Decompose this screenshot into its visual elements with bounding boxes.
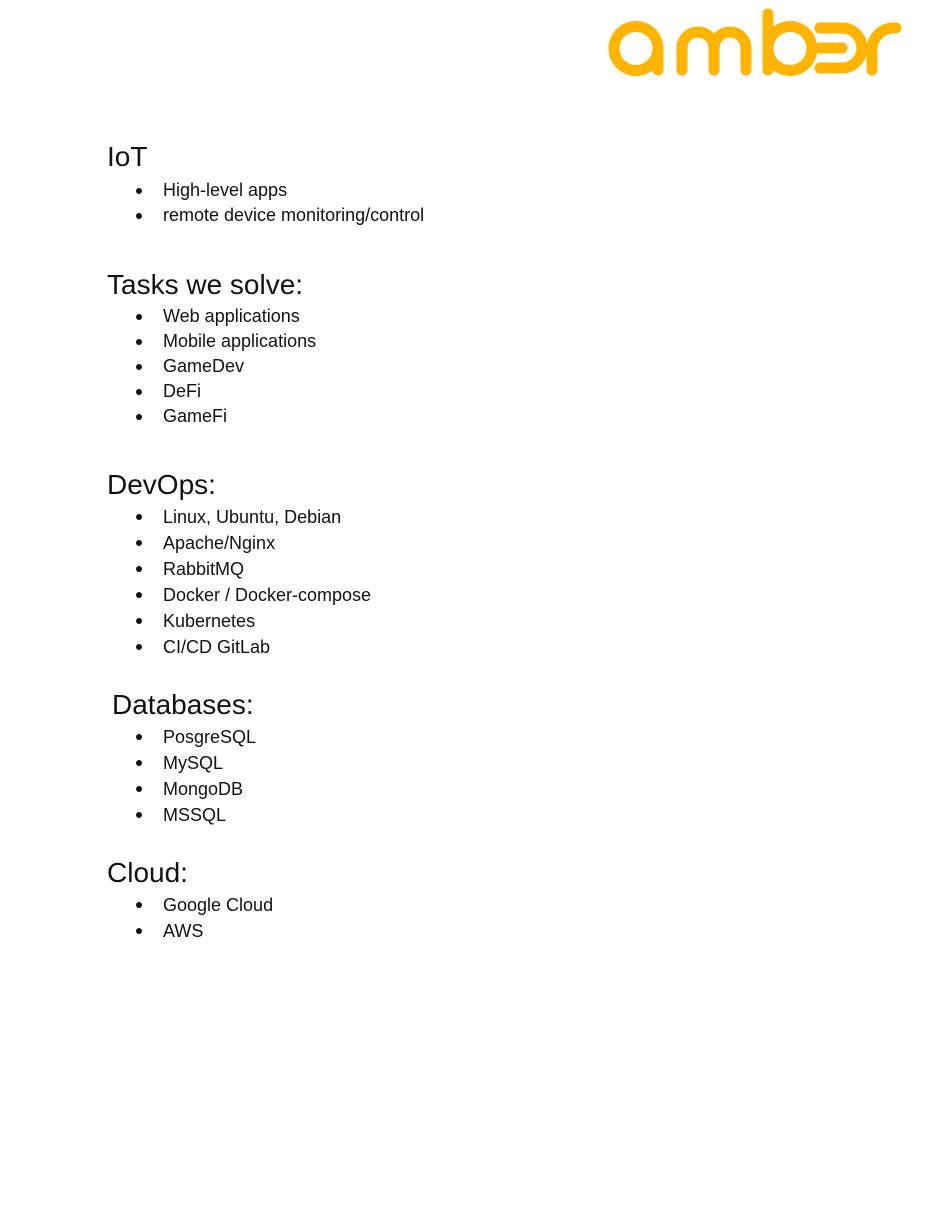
list-item xyxy=(107,892,273,918)
bullet-icon xyxy=(136,618,142,624)
section-databases xyxy=(112,689,256,828)
bullet-icon xyxy=(136,786,142,792)
section-tasks xyxy=(107,269,316,429)
bullet-icon xyxy=(136,339,142,345)
section-title: Databases: xyxy=(112,689,254,720)
list-item xyxy=(107,379,316,404)
bullet-icon xyxy=(136,644,142,650)
list-item xyxy=(107,556,371,582)
list-item-text: Docker / Docker-compose xyxy=(163,585,372,605)
list-item xyxy=(107,724,256,750)
list-item-text: High-level apps xyxy=(163,180,288,200)
bullet-icon xyxy=(136,592,142,598)
bullet-list xyxy=(107,892,273,944)
list-item xyxy=(107,802,256,828)
bullet-list xyxy=(107,724,256,828)
list-item-text: Google Cloud xyxy=(163,895,274,915)
list-item xyxy=(107,776,256,802)
list-item-text: CI/CD GitLab xyxy=(163,637,271,657)
bullet-icon xyxy=(136,389,142,395)
section-title: DevOps: xyxy=(107,469,216,500)
bullet-icon xyxy=(136,188,142,194)
bullet-icon xyxy=(136,540,142,546)
bullet-list xyxy=(107,178,424,228)
list-item xyxy=(107,504,371,530)
list-item-text: Kubernetes xyxy=(163,611,256,631)
list-item-text: GameFi xyxy=(163,406,228,426)
list-item xyxy=(107,608,371,634)
list-item-text: MySQL xyxy=(163,753,224,773)
section-devops xyxy=(107,469,371,660)
list-item xyxy=(107,750,256,776)
section-iot xyxy=(107,141,424,228)
list-item-text: GameDev xyxy=(163,356,245,376)
list-item xyxy=(107,582,371,608)
bullet-icon xyxy=(136,514,142,520)
bullet-icon xyxy=(136,314,142,320)
bullet-list xyxy=(107,304,316,429)
list-item-text: PosgreSQL xyxy=(163,727,257,747)
bullet-icon xyxy=(136,566,142,572)
list-item-text: Apache/Nginx xyxy=(163,533,276,553)
amber-logo-wordmark xyxy=(606,8,902,78)
list-item xyxy=(107,304,316,329)
bullet-icon xyxy=(136,364,142,370)
amber-logo xyxy=(606,8,902,78)
list-item xyxy=(107,354,316,379)
bullet-icon xyxy=(136,734,142,740)
section-title: Tasks we solve: xyxy=(107,269,304,300)
section-cloud xyxy=(107,857,273,944)
bullet-icon xyxy=(136,213,142,219)
list-item xyxy=(107,178,424,203)
list-item xyxy=(107,203,424,228)
list-item-text: Linux, Ubuntu, Debian xyxy=(163,507,342,527)
list-item-text: MSSQL xyxy=(163,805,227,825)
list-item xyxy=(107,404,316,429)
list-item-text: Web applications xyxy=(163,306,300,326)
list-item-text: RabbitMQ xyxy=(163,559,245,579)
list-item-text: AWS xyxy=(163,921,204,941)
bullet-list xyxy=(107,504,371,660)
section-title: IoT xyxy=(107,141,148,172)
list-item xyxy=(107,634,371,660)
list-item-text: DeFi xyxy=(163,381,202,401)
list-item xyxy=(107,918,273,944)
section-title: Cloud: xyxy=(107,857,188,888)
bullet-icon xyxy=(136,760,142,766)
list-item xyxy=(107,530,371,556)
list-item-text: MongoDB xyxy=(163,779,244,799)
bullet-icon xyxy=(136,812,142,818)
list-item-text: remote device monitoring/control xyxy=(163,205,425,225)
bullet-icon xyxy=(136,928,142,934)
list-item-text: Mobile applications xyxy=(163,331,317,351)
list-item xyxy=(107,329,316,354)
bullet-icon xyxy=(136,902,142,908)
bullet-icon xyxy=(136,414,142,420)
